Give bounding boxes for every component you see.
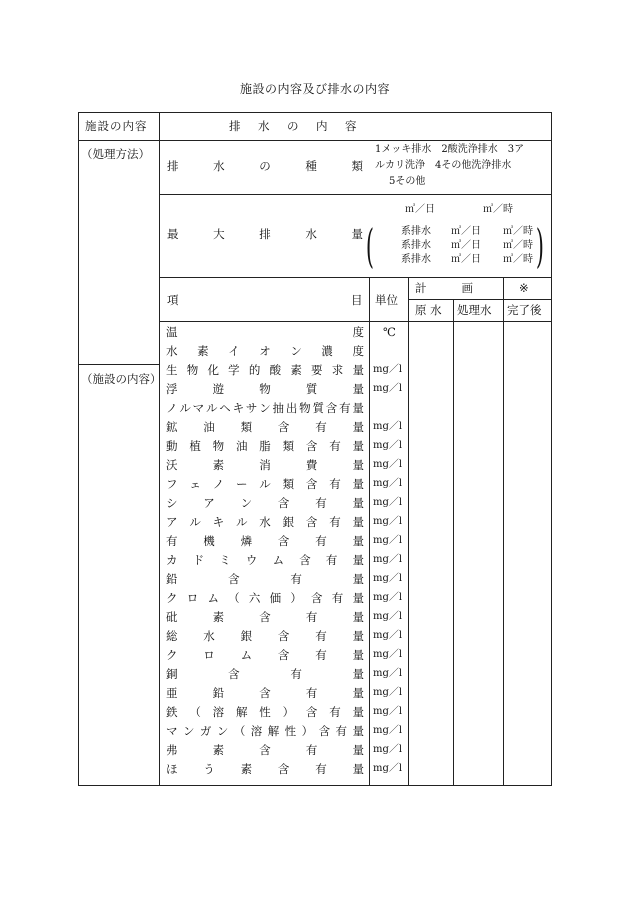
item-label-char: 鉱: [166, 420, 178, 434]
item-label-char: 出: [285, 401, 298, 415]
item-row-label: [166, 648, 364, 662]
item-unit: mg／l: [373, 497, 403, 508]
item-label-char: 量: [352, 629, 364, 643]
facility-content-label: （施設の内容）: [81, 372, 162, 386]
item-label-char: 類: [240, 420, 253, 434]
item-label-char: ド: [192, 553, 205, 567]
item-label-char: 性: [284, 724, 297, 738]
label-char: の: [259, 159, 271, 173]
item-label-char: 溶: [250, 724, 263, 738]
item-unit: mg／l: [373, 725, 403, 736]
item-label-char: 含: [305, 439, 318, 453]
item-label-char: 含: [228, 572, 240, 586]
item-unit: ℃: [383, 325, 396, 339]
item-label-char: 物: [212, 439, 225, 453]
item-label-char: 有: [315, 496, 327, 510]
item-label-char: 物: [259, 382, 271, 396]
item-label-char: 素: [290, 363, 302, 377]
drain-row-1-day: ㎥／日: [451, 226, 481, 237]
max-drain-day-unit: ㎥／日: [405, 204, 435, 215]
drain-row-1-name: 系排水: [401, 226, 431, 237]
item-label-char: 含: [259, 743, 271, 757]
item-label-char: 弗: [166, 743, 178, 757]
item-label-char: 類: [282, 439, 295, 453]
item-row-label: [166, 344, 364, 358]
item-row-label: [166, 591, 364, 605]
item-label-char: 的: [248, 363, 261, 377]
max-drain-rule: [159, 277, 551, 278]
max-drain-hour-unit: ㎥／時: [483, 204, 513, 215]
item-label-char: 量: [352, 743, 364, 757]
item-row-label: [166, 439, 364, 453]
item-label-char: カ: [166, 553, 178, 567]
item-label-char: 含: [305, 705, 318, 719]
item-label-char: 含: [311, 591, 323, 605]
drain-row-2-name: 系排水: [401, 240, 431, 251]
item-label-char: 量: [352, 534, 364, 548]
item-row-label: [166, 553, 364, 567]
item-label-char: ム: [207, 591, 219, 605]
item-label-char: 量: [352, 439, 364, 453]
item-unit: mg／l: [373, 630, 403, 641]
item-label-char: 温: [166, 325, 178, 339]
label-char: 排: [167, 159, 179, 173]
form-title: 施設の内容及び排水の内容: [239, 82, 390, 96]
item-label-char: 機: [203, 534, 215, 548]
item-row-label: [166, 743, 364, 757]
left-split-rule: [79, 364, 159, 365]
item-label-char: 有: [315, 629, 327, 643]
item-label-char: 解: [267, 724, 280, 738]
item-label-char: マ: [166, 724, 178, 738]
item-row-label: [166, 363, 364, 377]
item-label-char: 度: [352, 344, 364, 358]
item-row-label: [166, 667, 364, 681]
item-label-char: 含: [305, 477, 318, 491]
item-unit: mg／l: [373, 592, 403, 603]
item-label-char: 量: [352, 648, 364, 662]
item-label-char: 有: [335, 724, 348, 738]
item-label-char: 有: [339, 401, 351, 415]
raw-water-head: 原 水: [415, 303, 442, 317]
label-char: 類: [351, 159, 363, 173]
item-label-char: 濃: [321, 344, 333, 358]
item-label-char: 含: [259, 686, 271, 700]
plan-head: 計 画: [415, 281, 477, 295]
item-label-char: 抽: [272, 401, 284, 415]
item-label-char: 油: [203, 420, 215, 434]
item-label-char: 含: [277, 420, 290, 434]
item-label-char: ム: [272, 553, 285, 567]
item-label-char: 含: [259, 610, 271, 624]
item-label-char: イ: [228, 344, 240, 358]
header-drainage: 排 水 の 内 容: [229, 119, 360, 133]
label-char: 大: [213, 227, 225, 241]
item-label-char: ン: [216, 724, 229, 738]
item-label-char: 解: [235, 705, 248, 719]
item-label-char: 有: [290, 667, 302, 681]
item-unit: mg／l: [373, 383, 403, 394]
item-unit: mg／l: [373, 459, 403, 470]
unit-head: 単位: [375, 293, 398, 307]
item-label-char: 有: [331, 591, 344, 605]
item-label-char: ロ: [186, 591, 199, 605]
items-head-rule: [159, 321, 551, 322]
drain-type-line-2: ルカリ洗浄 4その他洗浄排水: [375, 160, 512, 171]
item-unit: mg／l: [373, 611, 403, 622]
left-col-rule: [159, 113, 160, 785]
item-label-char: 素: [240, 762, 253, 776]
processing-method-label: （処理方法）: [81, 147, 150, 161]
item-label-char: 溶: [212, 705, 225, 719]
item-label-char: 銀: [282, 515, 295, 529]
item-label-char: ロ: [203, 648, 215, 662]
item-label-char: 量: [352, 420, 364, 434]
mark-head: ※: [519, 281, 529, 295]
item-label-char: 量: [352, 363, 364, 377]
item-label-char: 費: [305, 458, 318, 472]
item-label-char: 有: [305, 743, 318, 757]
item-label-char: ル: [259, 477, 271, 491]
item-label-char: 含: [277, 496, 290, 510]
item-label-char: サ: [245, 401, 258, 415]
item-label-char: ム: [240, 648, 253, 662]
item-label-char: キ: [232, 401, 245, 415]
item-label-char: ）: [290, 591, 302, 605]
drain-row-2-hour: ㎥／時: [503, 240, 533, 251]
drain-row-2-day: ㎥／日: [451, 240, 481, 251]
item-label-char: 量: [352, 724, 364, 738]
item-label-char: 浮: [166, 382, 178, 396]
item-label-char: 質: [305, 382, 318, 396]
item-label-char: 要: [311, 363, 323, 377]
item-label-char: ウ: [245, 553, 258, 567]
item-row-label: [166, 515, 364, 529]
item-label-char: キ: [212, 515, 225, 529]
item-head-left: 項: [167, 293, 179, 307]
item-label-char: 含: [325, 401, 338, 415]
item-label-char: 含: [277, 534, 290, 548]
item-label-char: ル: [235, 515, 248, 529]
form-table: [78, 112, 552, 786]
item-label-char: 有: [305, 686, 318, 700]
item-label-char: 総: [166, 629, 178, 643]
item-label-char: 量: [352, 496, 364, 510]
item-label-char: 燐: [240, 534, 253, 548]
item-row-label: [166, 382, 364, 396]
label-char: 種: [305, 159, 317, 173]
item-label-char: フ: [166, 477, 178, 491]
plan-col-rule: [408, 277, 409, 785]
item-label-char: ン: [240, 496, 253, 510]
drain-row-1-hour: ㎥／時: [503, 226, 533, 237]
item-label-char: ノ: [166, 401, 178, 415]
item-label-char: 水: [203, 629, 215, 643]
drain-type-line-3: 5その他: [389, 176, 426, 187]
item-label-char: ル: [205, 401, 218, 415]
treated-water-head: 処理水: [457, 303, 492, 317]
item-label-char: ン: [182, 724, 195, 738]
item-label-char: マ: [192, 401, 205, 415]
item-label-char: 物: [299, 401, 311, 415]
item-label-char: 量: [352, 382, 364, 396]
item-label-char: ン: [290, 344, 302, 358]
item-label-char: 有: [166, 534, 178, 548]
item-label-char: 銅: [166, 667, 178, 681]
item-unit: mg／l: [373, 478, 403, 489]
item-label-char: ガ: [199, 724, 212, 738]
item-label-char: 含: [299, 553, 311, 567]
item-label-char: 有: [305, 610, 318, 624]
item-label-char: 沃: [166, 458, 178, 472]
item-label-char: 化: [207, 363, 219, 377]
mark-col-rule: [503, 277, 504, 785]
drain-row-3-day: ㎥／日: [451, 254, 481, 265]
item-row-label: [166, 572, 364, 586]
item-row-label: [166, 496, 364, 510]
header-rule: [79, 140, 551, 141]
plan-rule: [408, 299, 551, 300]
item-unit: mg／l: [373, 573, 403, 584]
item-label-char: 量: [352, 610, 364, 624]
item-unit: mg／l: [373, 554, 403, 565]
label-char: 量: [351, 227, 363, 241]
item-label-char: 物: [186, 363, 199, 377]
item-label-char: ア: [203, 496, 215, 510]
item-label-char: ク: [166, 591, 178, 605]
item-unit: mg／l: [373, 668, 403, 679]
item-label-char: 有: [315, 648, 327, 662]
item-label-char: 有: [329, 515, 341, 529]
item-label-char: ク: [166, 648, 178, 662]
item-label-char: 性: [259, 705, 271, 719]
item-label-char: 有: [315, 420, 327, 434]
item-label-char: 植: [189, 439, 201, 453]
item-row-label: [166, 724, 364, 738]
item-label-char: 含: [277, 762, 290, 776]
item-label-char: 鉛: [166, 572, 178, 586]
item-label-char: 質: [312, 401, 324, 415]
drain-type-rule: [159, 194, 551, 195]
item-label-char: 水: [259, 515, 271, 529]
item-label-char: 生: [166, 363, 178, 377]
item-label-char: 有: [329, 705, 341, 719]
header-facility: 施設の内容: [85, 119, 148, 133]
treated-col-rule: [453, 299, 454, 785]
item-label-char: 油: [235, 439, 248, 453]
item-label-char: 有: [329, 477, 341, 491]
item-label-char: 含: [305, 515, 318, 529]
item-label-char: 亜: [166, 686, 178, 700]
item-label-char: （: [228, 591, 240, 605]
item-row-label: [166, 420, 364, 434]
item-label-char: 含: [228, 667, 240, 681]
item-label-char: 学: [228, 363, 240, 377]
drain-type-line-1: 1メッキ排水 2酸洗浄排水 3ア: [375, 144, 525, 155]
item-label-char: 含: [318, 724, 331, 738]
item-unit: mg／l: [373, 516, 403, 527]
item-label-char: 酸: [269, 363, 282, 377]
item-label-char: 鉛: [212, 686, 225, 700]
drain-type-label: [167, 159, 363, 173]
item-label-char: 量: [352, 515, 364, 529]
item-label-char: 量: [352, 458, 364, 472]
item-label-char: ン: [259, 401, 271, 415]
item-label-char: オ: [259, 344, 271, 358]
item-unit: mg／l: [373, 763, 403, 774]
item-label-char: 有: [290, 572, 302, 586]
item-unit: mg／l: [373, 535, 403, 546]
item-row-label: [166, 458, 364, 472]
item-label-char: 量: [352, 762, 364, 776]
right-brace: ): [535, 219, 545, 273]
unit-col-rule: [369, 277, 370, 785]
item-label-char: 量: [352, 705, 364, 719]
item-row-label: [166, 686, 364, 700]
after-completion-head: 完了後: [507, 303, 542, 317]
left-brace: (: [365, 219, 375, 273]
item-row-label: [166, 534, 364, 548]
item-label-char: （: [189, 705, 201, 719]
item-label-char: 消: [259, 458, 271, 472]
item-label-char: 量: [352, 667, 364, 681]
item-unit: mg／l: [373, 706, 403, 717]
item-label-char: 価: [269, 591, 282, 605]
item-label-char: ル: [189, 515, 201, 529]
item-row-label: [166, 610, 364, 624]
item-label-char: ノ: [212, 477, 225, 491]
item-unit: mg／l: [373, 440, 403, 451]
max-drain-label: [167, 227, 363, 241]
item-unit: mg／l: [373, 687, 403, 698]
item-label-char: 遊: [212, 382, 225, 396]
item-label-char: ア: [166, 515, 178, 529]
item-label-char: ー: [235, 477, 248, 491]
item-label-char: シ: [166, 496, 178, 510]
item-label-char: 量: [352, 572, 364, 586]
item-label-char: 素: [212, 743, 225, 757]
item-row-label: [166, 401, 364, 415]
item-label-char: 六: [248, 591, 261, 605]
label-char: 最: [167, 227, 179, 241]
item-label-char: 素: [212, 610, 225, 624]
label-char: 水: [305, 227, 317, 241]
item-label-char: 量: [352, 686, 364, 700]
item-label-char: う: [203, 762, 215, 776]
item-label-char: 度: [352, 325, 364, 339]
item-label-char: 動: [166, 439, 178, 453]
item-label-char: 銀: [240, 629, 253, 643]
item-label-char: 脂: [259, 439, 271, 453]
item-label-char: 鉄: [166, 705, 178, 719]
item-label-char: 類: [282, 477, 295, 491]
item-label-char: 含: [277, 648, 290, 662]
label-char: 排: [259, 227, 271, 241]
item-label-char: ）: [301, 724, 314, 738]
item-label-char: 素: [197, 344, 209, 358]
item-head-right: 目: [351, 293, 363, 307]
item-row-label: [166, 325, 364, 339]
item-row-label: [166, 629, 364, 643]
item-label-char: ）: [282, 705, 295, 719]
item-label-char: ル: [179, 401, 191, 415]
item-row-label: [166, 477, 364, 491]
item-label-char: ほ: [166, 762, 178, 776]
item-unit: mg／l: [373, 744, 403, 755]
drain-row-3-hour: ㎥／時: [503, 254, 533, 265]
item-label-char: 砒: [166, 610, 178, 624]
item-label-char: 求: [331, 363, 344, 377]
item-row-label: [166, 705, 364, 719]
item-unit: mg／l: [373, 364, 403, 375]
item-label-char: （: [233, 724, 246, 738]
item-label-char: ェ: [189, 477, 201, 491]
item-label-char: 水: [166, 344, 178, 358]
drain-row-3-name: 系排水: [401, 254, 431, 265]
item-label-char: 量: [352, 477, 364, 491]
item-label-char: ミ: [219, 553, 231, 567]
item-label-char: 量: [352, 401, 364, 415]
item-row-label: [166, 762, 364, 776]
item-label-char: 有: [315, 762, 327, 776]
item-label-char: 有: [329, 439, 341, 453]
item-label-char: ヘ: [219, 401, 231, 415]
label-char: 水: [213, 159, 225, 173]
item-label-char: 素: [212, 458, 225, 472]
item-unit: mg／l: [373, 649, 403, 660]
item-label-char: 含: [277, 629, 290, 643]
item-unit: mg／l: [373, 421, 403, 432]
item-label-char: 有: [315, 534, 327, 548]
item-label-char: 量: [352, 591, 364, 605]
item-label-char: 量: [352, 553, 364, 567]
item-label-char: 有: [325, 553, 338, 567]
